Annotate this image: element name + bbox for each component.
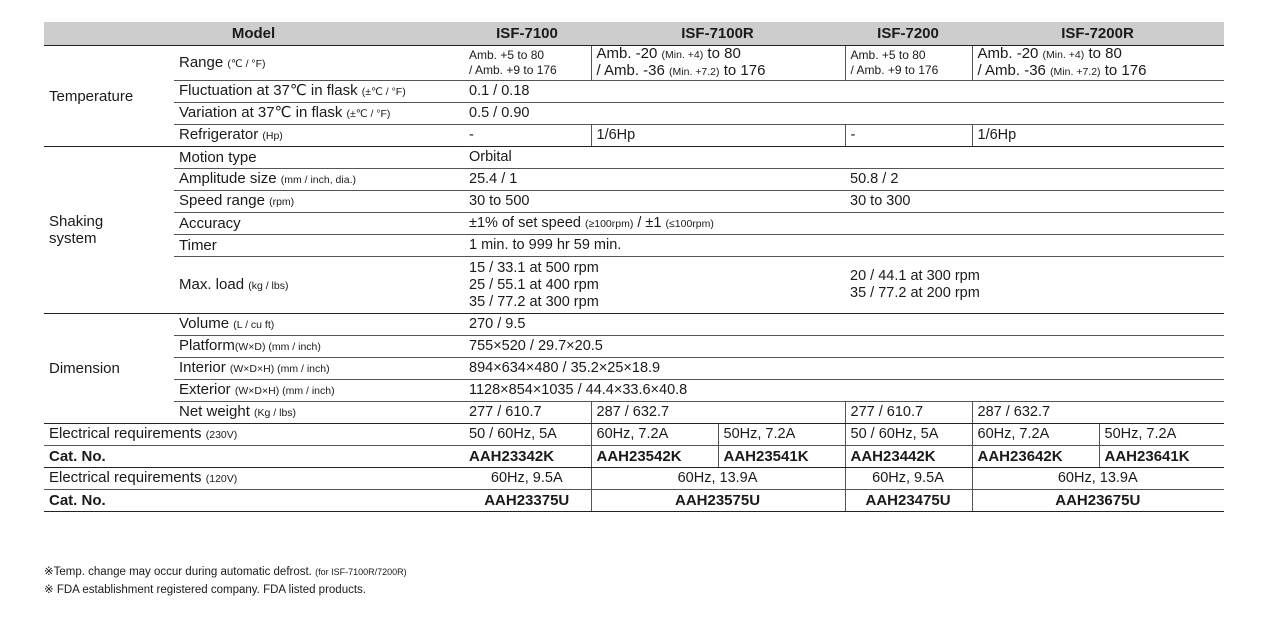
exterior-row <box>44 380 1224 402</box>
electrical-230-label: Electrical requirements (230V) <box>44 424 464 446</box>
variation-value: 0.5 / 0.90 <box>464 103 1224 125</box>
net-weight-isf-7200r: 287 / 632.7 <box>972 402 1224 424</box>
model-isf-7100: ISF-7100 <box>464 22 591 46</box>
section-shaking: Shaking system <box>44 147 174 314</box>
electrical-120-row <box>44 468 1224 490</box>
speed-isf-7100: 30 to 500 <box>464 191 845 213</box>
electrical-120-value: 60Hz, 9.5A <box>464 468 591 490</box>
electrical-120-label: Electrical requirements (120V) <box>44 468 464 490</box>
motion-value: Orbital <box>464 147 1224 169</box>
electrical-230-value: 50Hz, 7.2A <box>718 424 845 446</box>
net-weight-label: Net weight (Kg / lbs) <box>174 402 464 424</box>
cat-no-value: AAH23542K <box>591 446 718 468</box>
platform-row <box>44 336 1224 358</box>
accuracy-row <box>44 213 1224 235</box>
max-load-isf-7200: 20 / 44.1 at 300 rpm 35 / 77.2 at 200 rpm <box>845 257 1224 314</box>
electrical-230-value: 50Hz, 7.2A <box>1099 424 1224 446</box>
section-temperature: Temperature <box>44 46 174 147</box>
cat-no-120-label: Cat. No. <box>44 490 464 512</box>
refrigerator-isf-7200: - <box>845 125 972 147</box>
platform-label: Platform(W×D) (mm / inch) <box>174 336 464 358</box>
model-isf-7100r: ISF-7100R <box>591 22 845 46</box>
range-isf-7100: Amb. +5 to 80 / Amb. +9 to 176 <box>464 46 591 81</box>
net-weight-row <box>44 402 1224 424</box>
electrical-230-row <box>44 424 1224 446</box>
variation-label: Variation at 37℃ in flask (±℃ / °F) <box>174 103 464 125</box>
amplitude-label: Amplitude size (mm / inch, dia.) <box>174 169 464 191</box>
footnotes <box>44 563 407 599</box>
variation-row <box>44 103 1224 125</box>
electrical-230-value: 50 / 60Hz, 5A <box>845 424 972 446</box>
range-isf-7100r: Amb. -20 (Min. +4) to 80 / Amb. -36 (Min. +7.2) to 176 <box>591 46 845 81</box>
fluctuation-value: 0.1 / 0.18 <box>464 81 1224 103</box>
cat-no-value: AAH23642K <box>972 446 1099 468</box>
fluctuation-label: Fluctuation at 37℃ in flask (±℃ / °F) <box>174 81 464 103</box>
range-isf-7200: Amb. +5 to 80 / Amb. +9 to 176 <box>845 46 972 81</box>
speed-label: Speed range (rpm) <box>174 191 464 213</box>
max-load-label: Max. load (kg / lbs) <box>174 257 464 314</box>
range-row <box>44 46 1224 81</box>
motion-label: Motion type <box>174 147 464 169</box>
electrical-230-value: 50 / 60Hz, 5A <box>464 424 591 446</box>
speed-isf-7200: 30 to 300 <box>845 191 1224 213</box>
volume-label: Volume (L / cu ft) <box>174 314 464 336</box>
timer-value: 1 min. to 999 hr 59 min. <box>464 235 1224 257</box>
cat-no-value: AAH23475U <box>845 490 972 512</box>
cat-no-120-row <box>44 490 1224 512</box>
interior-value: 894×634×480 / 35.2×25×18.9 <box>464 358 1224 380</box>
volume-value: 270 / 9.5 <box>464 314 1224 336</box>
footnote-defrost: ※Temp. change may occur during automatic defrost. (for ISF-7100R/7200R) <box>44 566 407 578</box>
range-isf-7200r: Amb. -20 (Min. +4) to 80 / Amb. -36 (Min. +7.2) to 176 <box>972 46 1224 81</box>
cat-no-value: AAH23442K <box>845 446 972 468</box>
cat-no-value: AAH23342K <box>464 446 591 468</box>
timer-row <box>44 235 1224 257</box>
refrigerator-isf-7100: - <box>464 125 591 147</box>
exterior-value: 1128×854×1035 / 44.4×33.6×40.8 <box>464 380 1224 402</box>
model-isf-7200r: ISF-7200R <box>972 22 1224 46</box>
cat-no-230-row <box>44 446 1224 468</box>
refrigerator-label: Refrigerator (Hp) <box>174 125 464 147</box>
cat-no-value: AAH23575U <box>591 490 845 512</box>
speed-row <box>44 191 1224 213</box>
net-weight-isf-7100r: 287 / 632.7 <box>591 402 845 424</box>
electrical-230-value: 60Hz, 7.2A <box>972 424 1099 446</box>
accuracy-label: Accuracy <box>174 213 464 235</box>
refrigerator-isf-7200r: 1/6Hp <box>972 125 1224 147</box>
electrical-120-value: 60Hz, 13.9A <box>591 468 845 490</box>
electrical-230-value: 60Hz, 7.2A <box>591 424 718 446</box>
cat-no-value: AAH23375U <box>464 490 591 512</box>
cat-no-value: AAH23675U <box>972 490 1224 512</box>
interior-row <box>44 358 1224 380</box>
refrigerator-isf-7100r: 1/6Hp <box>591 125 845 147</box>
amplitude-isf-7200: 50.8 / 2 <box>845 169 1224 191</box>
range-label: Range (℃ / °F) <box>174 46 464 81</box>
amplitude-isf-7100: 25.4 / 1 <box>464 169 845 191</box>
footnote-fda: ※ FDA establishment registered company. FDA listed products. <box>44 584 366 596</box>
cat-no-value: AAH23541K <box>718 446 845 468</box>
max-load-row <box>44 257 1224 314</box>
spec-table <box>44 22 1224 512</box>
platform-value: 755×520 / 29.7×20.5 <box>464 336 1224 358</box>
model-isf-7200: ISF-7200 <box>845 22 972 46</box>
motion-row <box>44 147 1224 169</box>
model-header: Model <box>44 22 464 46</box>
cat-no-230-label: Cat. No. <box>44 446 464 468</box>
refrigerator-row <box>44 125 1224 147</box>
cat-no-value: AAH23641K <box>1099 446 1224 468</box>
net-weight-isf-7200: 277 / 610.7 <box>845 402 972 424</box>
amplitude-row <box>44 169 1224 191</box>
interior-label: Interior (W×D×H) (mm / inch) <box>174 358 464 380</box>
timer-label: Timer <box>174 235 464 257</box>
volume-row <box>44 314 1224 336</box>
section-dimension: Dimension <box>44 314 174 424</box>
fluctuation-row <box>44 81 1224 103</box>
net-weight-isf-7100: 277 / 610.7 <box>464 402 591 424</box>
electrical-120-value: 60Hz, 9.5A <box>845 468 972 490</box>
max-load-isf-7100: 15 / 33.1 at 500 rpm 25 / 55.1 at 400 rpm 35 / 77.2 at 300 rpm <box>464 257 845 314</box>
header-row <box>44 22 1224 46</box>
exterior-label: Exterior (W×D×H) (mm / inch) <box>174 380 464 402</box>
electrical-120-value: 60Hz, 13.9A <box>972 468 1224 490</box>
accuracy-value: ±1% of set speed (≥100rpm) / ±1 (≤100rpm) <box>464 213 1224 235</box>
